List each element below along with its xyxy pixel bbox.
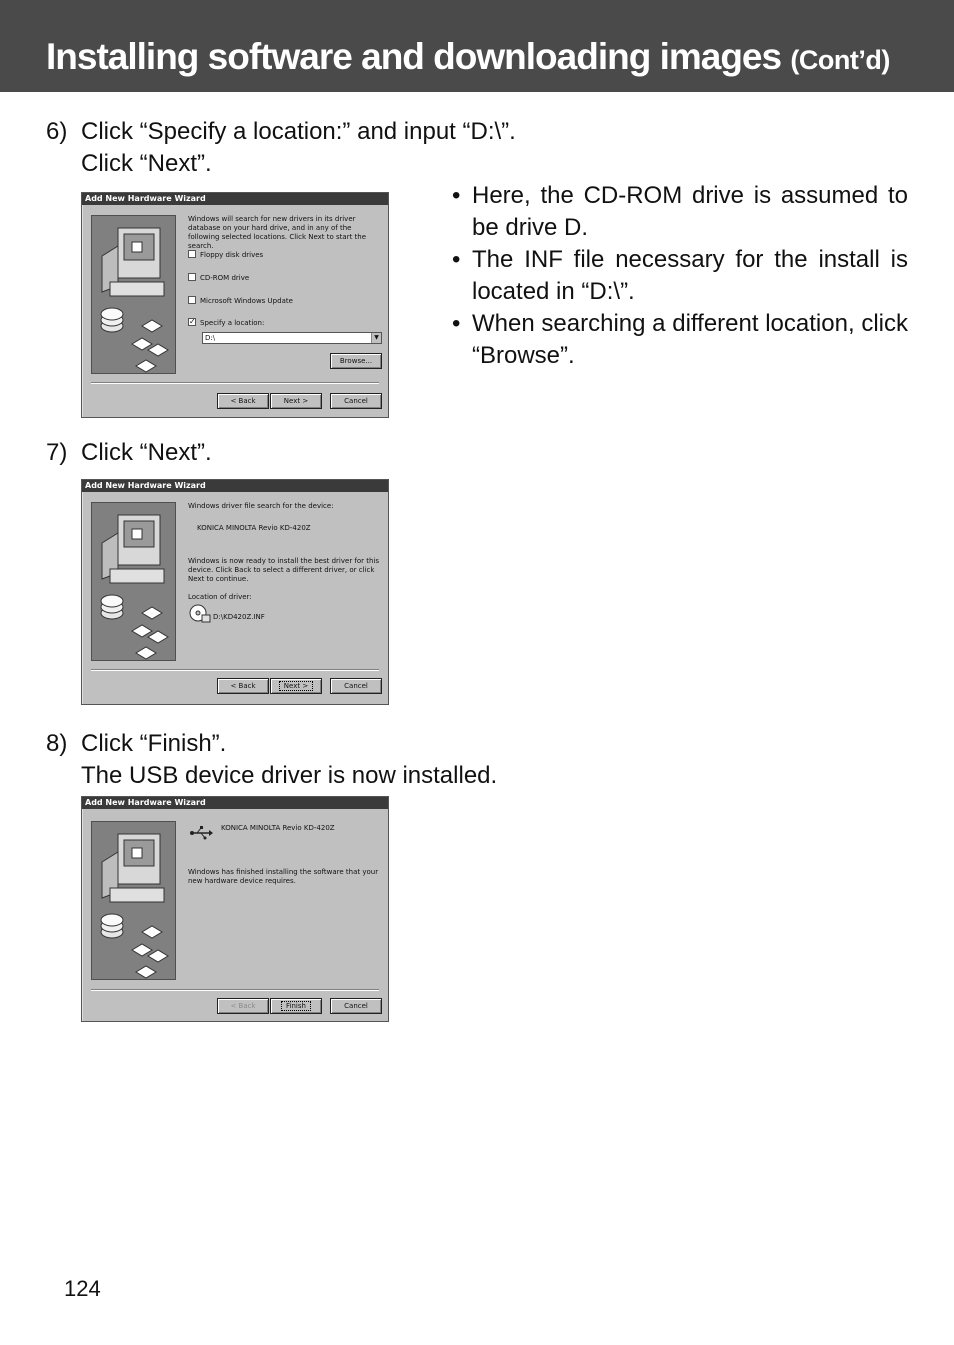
checkbox[interactable]: [188, 296, 196, 304]
computer-disks-icon: [92, 216, 175, 373]
divider: [91, 669, 379, 671]
checkbox[interactable]: [188, 273, 196, 281]
dialog-titlebar: Add New Hardware Wizard: [82, 797, 388, 809]
step-text: Click “Finish”.: [81, 730, 227, 757]
computer-disks-icon: [92, 503, 175, 660]
dialog-titlebar: Add New Hardware Wizard: [82, 193, 388, 205]
step-number: 8): [46, 730, 68, 757]
step-6-sub: Click “Next”.: [81, 150, 212, 177]
step-text: Click “Specify a location:” and input “D:\”.: [81, 118, 516, 145]
device-name: KONICA MINOLTA Revio KD-420Z: [221, 824, 335, 832]
finish-button[interactable]: Finish: [270, 998, 322, 1014]
dialog-line1: Windows driver file search for the device:: [188, 502, 334, 510]
browse-button[interactable]: Browse...: [330, 353, 382, 369]
step-8: [46, 728, 226, 760]
option-specify-location[interactable]: ✓Specify a location:: [188, 318, 264, 328]
step-7: [46, 437, 212, 469]
page-title: Installing software and downloading images (Cont’d): [46, 36, 890, 77]
step-number: 6): [46, 118, 68, 145]
page-number: 124: [64, 1276, 101, 1301]
dialog-line2: Windows is now ready to install the best driver for this device. Click Back to select a different driver, or click Next to continue.: [188, 557, 380, 583]
back-button[interactable]: < Back: [217, 998, 269, 1014]
next-button[interactable]: Next >: [270, 678, 322, 694]
note-item: • When searching a different location, click “Browse”.: [452, 308, 908, 372]
location-input[interactable]: D:\ ▼: [202, 332, 382, 344]
back-button[interactable]: < Back: [217, 393, 269, 409]
dialog-titlebar: Add New Hardware Wizard: [82, 480, 388, 492]
checkbox[interactable]: [188, 250, 196, 258]
wizard-art: [91, 215, 176, 374]
next-button[interactable]: Next >: [270, 393, 322, 409]
location-label: Location of driver:: [188, 593, 252, 601]
divider: [91, 382, 379, 384]
dialog-intro: Windows will search for new drivers in its driver database on your hard drive, and in any of the following selected locations. Click Next to start the search.: [188, 215, 367, 250]
note-item: • Here, the CD-ROM drive is assumed to be drive D.: [452, 180, 908, 244]
cancel-button[interactable]: Cancel: [330, 998, 382, 1014]
option-windows-update[interactable]: Microsoft Windows Update: [188, 296, 293, 306]
cd-icon: [189, 603, 211, 623]
location-value: D:\KD420Z.INF: [213, 613, 265, 621]
divider: [91, 989, 379, 991]
wizard-dialog-finish: [81, 796, 389, 1022]
option-floppy[interactable]: Floppy disk drives: [188, 250, 263, 260]
finish-message: Windows has finished installing the software that your new hardware device requires.: [188, 868, 379, 885]
notes-list: [452, 180, 908, 372]
wizard-dialog-ready: [81, 479, 389, 705]
step-6: [46, 116, 516, 148]
chevron-down-icon[interactable]: ▼: [371, 333, 381, 343]
wizard-art: [91, 502, 176, 661]
computer-disks-icon: [92, 822, 175, 979]
note-item: • The INF file necessary for the install is located in “D:\”.: [452, 244, 908, 308]
device-name: KONICA MINOLTA Revio KD-420Z: [197, 524, 311, 532]
wizard-dialog-search: [81, 192, 389, 418]
cancel-button[interactable]: Cancel: [330, 393, 382, 409]
checkbox-checked[interactable]: [188, 318, 196, 326]
usb-icon: [189, 825, 213, 841]
step-8-sub: The USB device driver is now installed.: [81, 762, 498, 789]
cancel-button[interactable]: Cancel: [330, 678, 382, 694]
step-number: 7): [46, 439, 68, 466]
header-bar: [0, 0, 954, 92]
back-button[interactable]: < Back: [217, 678, 269, 694]
title-suffix: (Cont’d): [790, 45, 890, 75]
step-text: Click “Next”.: [81, 439, 212, 466]
wizard-art: [91, 821, 176, 980]
option-cdrom[interactable]: CD-ROM drive: [188, 273, 249, 283]
